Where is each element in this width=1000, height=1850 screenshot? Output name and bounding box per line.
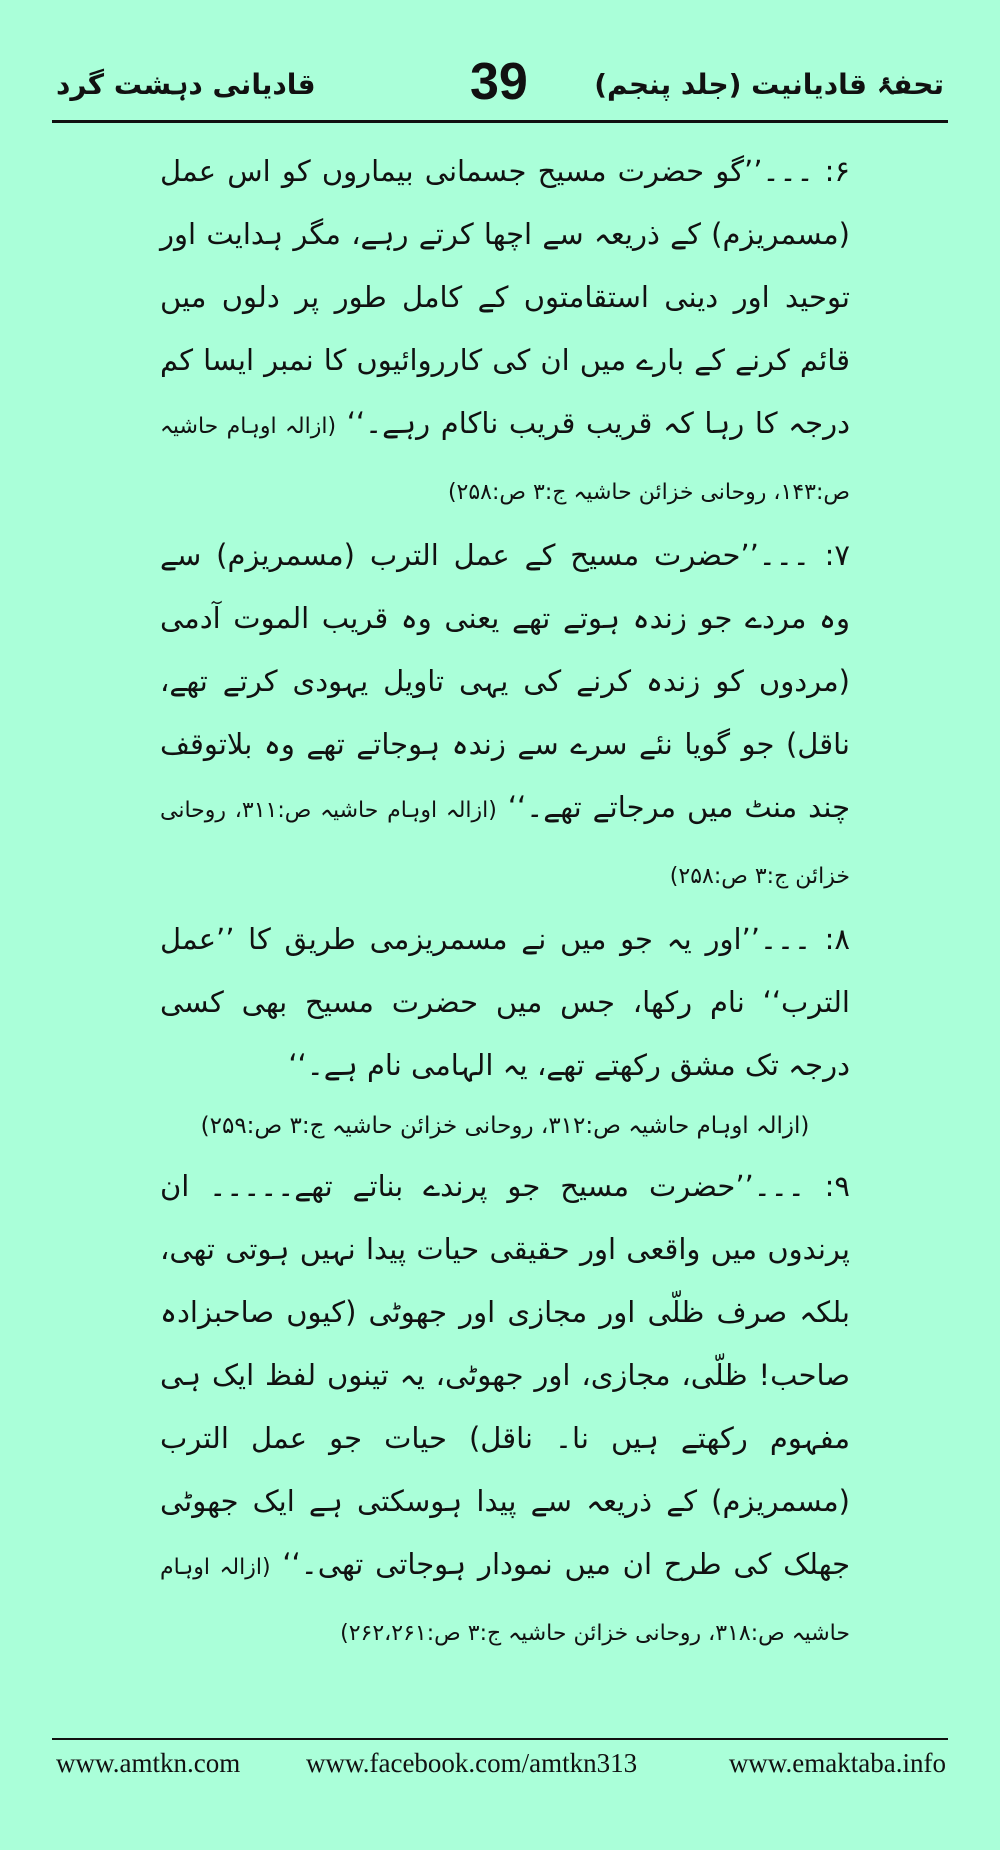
footer-link-facebook[interactable]: www.facebook.com/amtkn313 xyxy=(306,1748,638,1778)
footer-link-emaktaba[interactable]: www.emaktaba.info xyxy=(728,1748,946,1778)
header-book-title: تحفۂ قادیانیت (جلد پنجم) xyxy=(594,68,944,101)
paragraph-8-text: ۸: ۔۔۔’’اور یہ جو میں نے مسمریزمی طریق کا ’’عمل الترب‘‘ نام رکھا، جس میں حضرت مسیح بھی کسی درجہ تک مشق رکھتے تھے، یہ الہامی نام ہے۔‘‘ xyxy=(160,922,850,1082)
paragraph-6-text: ۶: ۔۔۔’’گو حضرت مسیح جسمانی بیماروں کو اس عمل (مسمریزم) کے ذریعہ سے اچھا کرتے رہے، مگر ہدایت اور توحید اور دینی استقامتوں کے کامل طور پر دلوں میں قائم کرنے کے بارے میں ان کی کارروائیوں کا نمبر ایسا کم درجہ کا رہا کہ قریب قریب ناکام رہے۔‘‘ xyxy=(160,154,850,440)
footer-link-amtkn[interactable]: www.amtkn.com xyxy=(56,1748,241,1778)
page-number: 39 xyxy=(470,53,528,111)
paragraph-8 xyxy=(160,908,850,1097)
header-chapter-title: قادیانی دہشت گرد xyxy=(56,68,316,101)
page-footer xyxy=(56,1748,946,1788)
paragraph-7-text: ۷: ۔۔۔’’حضرت مسیح کے عمل الترب (مسمریزم) سے وہ مردے جو زندہ ہوتے تھے یعنی وہ قریب الموت آدمی (مردوں کو زندہ کرنے کی یہی تاویل یہودی کرتے تھے، ناقل) جو گویا نئے سرے سے زندہ ہوجاتے تھے وہ بلاتوقف چند منٹ میں مرجاتے تھے۔‘‘ xyxy=(160,538,851,824)
footer-divider xyxy=(52,1738,948,1740)
paragraph-9 xyxy=(160,1155,850,1665)
paragraph-6-reference: (ازالہ اوہام حاشیہ ص:۱۴۳، روحانی خزائن حاشیہ ج:۳ ص:۲۵۸) xyxy=(160,414,850,505)
header-divider xyxy=(52,120,948,123)
paragraph-9-text: ۹: ۔۔۔’’حضرت مسیح جو پرندے بناتے تھے۔۔۔۔۔ ان پرندوں میں واقعی اور حقیقی حیات پیدا نہیں ہوتی تھی، بلکہ صرف ظلّی اور مجازی اور جھوٹی (کیوں صاحبزادہ صاحب! ظلّی، مجازی، اور جھوٹی، یہ تینوں لفظ ایک ہی مفہوم رکھتے ہیں نا۔ ناقل) حیات جو عمل الترب (مسمریزم) کے ذریعہ سے پیدا ہوسکتی ہے ایک جھوٹی جھلک کی طرح ان میں نمودار ہوجاتی تھی۔‘‘ xyxy=(160,1169,851,1581)
page-body xyxy=(160,140,850,1665)
paragraph-6 xyxy=(160,140,850,524)
paragraph-8-reference: (ازالہ اوہام حاشیہ ص:۳۱۲، روحانی خزائن حاشیہ ج:۳ ص:۲۵۹) xyxy=(200,1113,810,1139)
page-header xyxy=(0,0,1000,140)
paragraph-9-reference: (ازالہ اوہام حاشیہ ص:۳۱۸، روحانی خزائن حاشیہ ج:۳ ص:۲۶۲،۲۶۱) xyxy=(160,1555,850,1646)
paragraph-7 xyxy=(160,524,850,908)
paragraph-7-reference: (ازالہ اوہام حاشیہ ص:۳۱۱، روحانی خزائن ج:۳ ص:۲۵۸) xyxy=(160,798,850,889)
